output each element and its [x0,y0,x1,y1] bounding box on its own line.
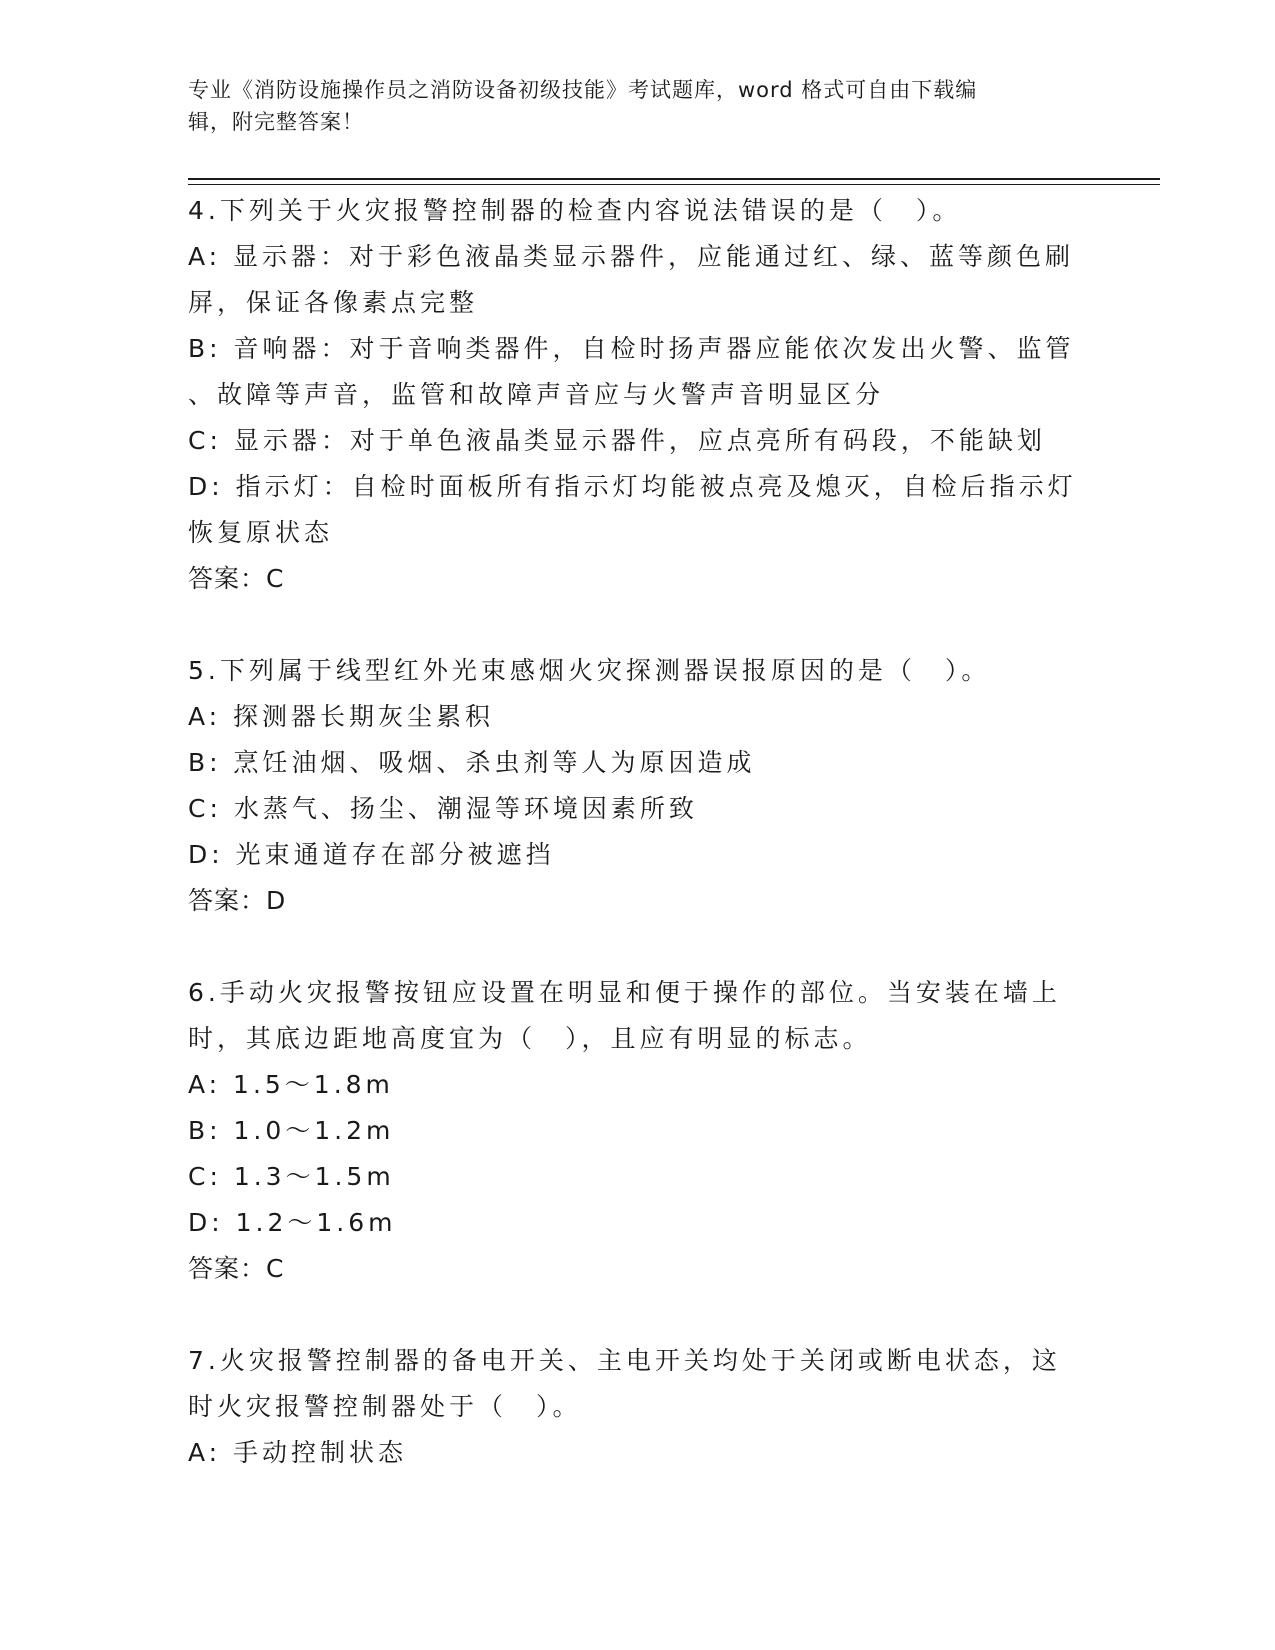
option-a: A: 手动控制状态 [188,1438,408,1467]
option-b: B: 烹饪油烟、吸烟、杀虫剂等人为原因造成 [188,748,756,777]
header-divider-thin [188,184,1160,185]
question-7 [188,1338,1088,1476]
question-5 [188,648,1088,924]
question-list [188,188,1088,1476]
question-stem: 7.火灾报警控制器的备电开关、主电开关均处于关闭或断电状态，这 [188,1346,1061,1375]
question-stem: 6.手动火灾报警按钮应设置在明显和便于操作的部位。当安装在墙上 [188,978,1061,1007]
spacer [188,1292,1088,1338]
question-stem-continued: 时，其底边距地高度宜为（ ），且应有明显的标志。 [188,1024,872,1053]
spacer [188,602,1088,648]
document-header [188,74,1068,138]
answer: 答案：C [188,1254,285,1283]
option-a: A: 显示器：对于彩色液晶类显示器件，应能通过红、绿、蓝等颜色刷 屏，保证各像素点完整 [188,242,1075,317]
option-a: A: 探测器长期灰尘累积 [188,702,495,731]
question-stem-continued: 时火灾报警控制器处于（ ）。 [188,1392,582,1421]
option-c: C: 显示器：对于单色液晶类显示器件，应点亮所有码段，不能缺划 [188,426,1046,455]
question-stem: 4.下列关于火灾报警控制器的检查内容说法错误的是（ ）。 [188,196,962,225]
option-c: C: 1.3～1.5m [188,1162,395,1191]
option-d: D: 指示灯：自检时面板所有指示灯均能被点亮及熄灭，自检后指示灯 恢复原状态 [188,472,1077,547]
option-b: B: 音响器：对于音响类器件，自检时扬声器应能依次发出火警、监管 、故障等声音，监管和故障声音应与火警声音明显区分 [188,334,1075,409]
answer: 答案：D [188,886,287,915]
header-line-2: 辑，附完整答案！ [188,110,364,134]
answer: 答案：C [188,564,285,593]
header-line-1: 专业《消防设施操作员之消防设备初级技能》考试题库，word 格式可自由下载编 [188,78,978,102]
spacer [188,924,1088,970]
option-b: B: 1.0～1.2m [188,1116,395,1145]
option-c: C: 水蒸气、扬尘、潮湿等环境因素所致 [188,794,698,823]
question-4 [188,188,1088,602]
question-6 [188,970,1088,1292]
question-stem: 5.下列属于线型红外光束感烟火灾探测器误报原因的是（ ）。 [188,656,991,685]
header-divider-thick [188,178,1160,180]
option-d: D: 光束通道存在部分被遮挡 [188,840,555,869]
option-a: A: 1.5～1.8m [188,1070,394,1099]
option-d: D: 1.2～1.6m [188,1208,397,1237]
